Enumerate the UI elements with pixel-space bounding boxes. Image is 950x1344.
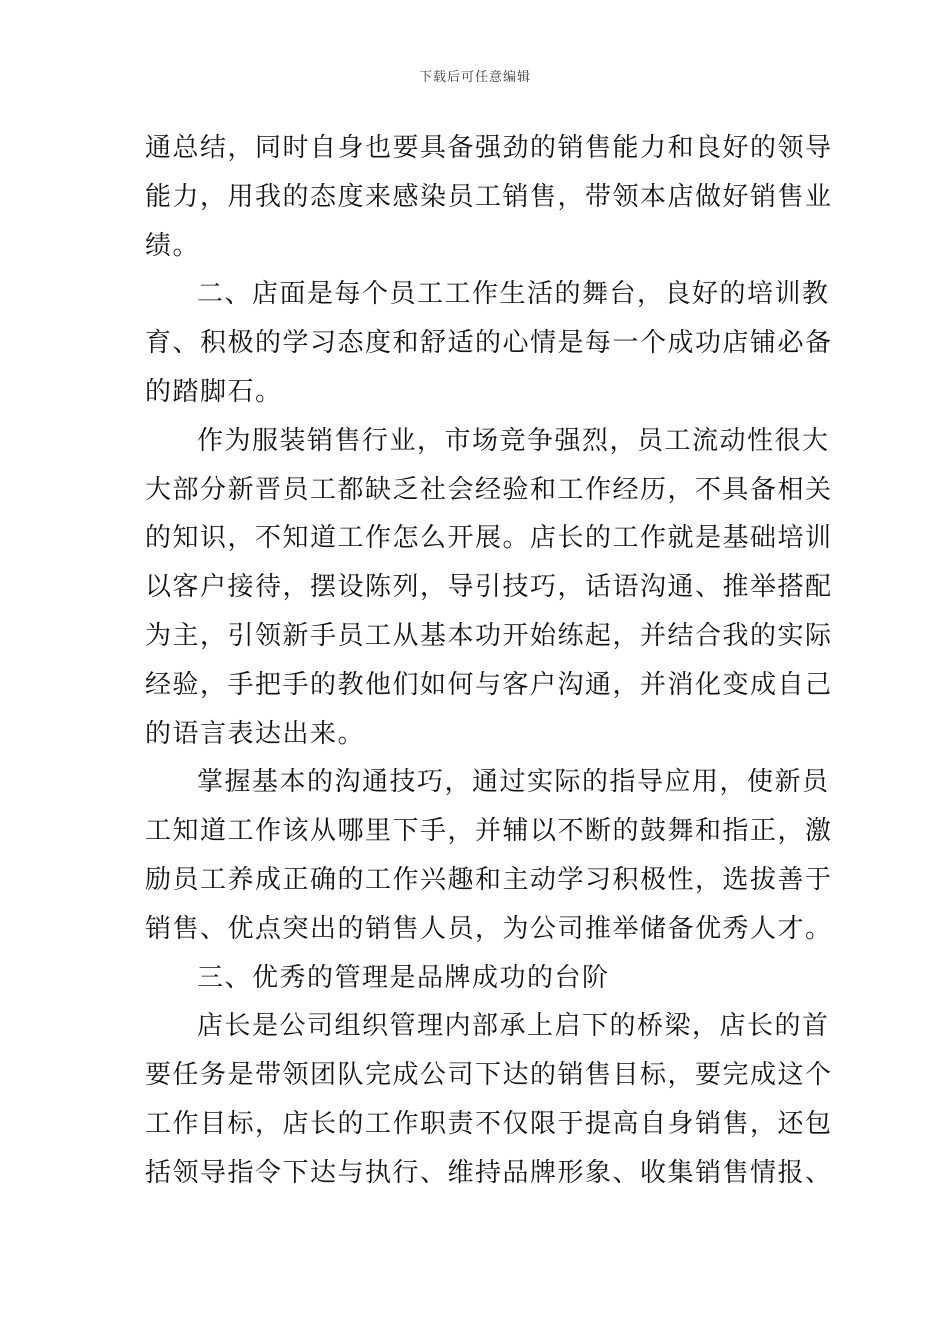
paragraph-start-line: 二、店面是每个员工工作生活的舞台，良好的培训教	[197, 279, 830, 310]
body-text	[145, 124, 833, 1198]
text-line: 的知识，不知道工作怎么开展。店长的工作就是基础培训	[145, 523, 833, 554]
text-line: 的语言表达出来。	[145, 718, 366, 749]
text-line: 通总结，同时自身也要具备强劲的销售能力和良好的领导	[145, 133, 833, 163]
paragraph-start-line: 作为服装销售行业，市场竞争强烈，员工流动性很大	[197, 425, 830, 456]
paragraph-start-line: 店长是公司组织管理内部承上启下的桥梁，店长的首	[197, 1011, 830, 1042]
text-line: 工知道工作该从哪里下手，并辅以不断的鼓舞和指正，激	[145, 816, 833, 847]
text-line: 育、积极的学习态度和舒适的心情是每一个成功店铺必备	[145, 328, 833, 359]
text-line: 要任务是带领团队完成公司下达的销售目标，要完成这个	[145, 1060, 833, 1091]
text-line: 经验，手把手的教他们如何与客户沟通，并消化变成自己	[145, 669, 833, 700]
paragraph-start-line: 掌握基本的沟通技巧，通过实际的指导应用，使新员	[197, 767, 830, 798]
text-line: 括领导指令下达与执行、维持品牌形象、收集销售情报、	[145, 1157, 833, 1188]
text-line: 能力，用我的态度来感染员工销售，带领本店做好销售业	[145, 181, 833, 212]
text-line: 为主，引领新手员工从基本功开始练起，并结合我的实际	[145, 620, 833, 651]
section-heading-line: 三、优秀的管理是品牌成功的台阶	[197, 962, 610, 993]
text-line: 工作目标，店长的工作职责不仅限于提高自身销售，还包	[145, 1108, 833, 1139]
text-line: 绩。	[145, 230, 201, 261]
text-line: 的踏脚石。	[145, 376, 283, 407]
text-line: 大部分新晋员工都缺乏社会经验和工作经历，不具备相关	[145, 474, 833, 505]
text-line: 励员工养成正确的工作兴趣和主动学习积极性，选拔善于	[145, 864, 833, 895]
text-line: 销售、优点突出的销售人员，为公司推举储备优秀人才。	[145, 913, 833, 944]
header-note: 下载后可任意编辑	[418, 70, 531, 85]
text-line: 以客户接待，摆设陈列，导引技巧，话语沟通、推举搭配	[145, 572, 833, 603]
